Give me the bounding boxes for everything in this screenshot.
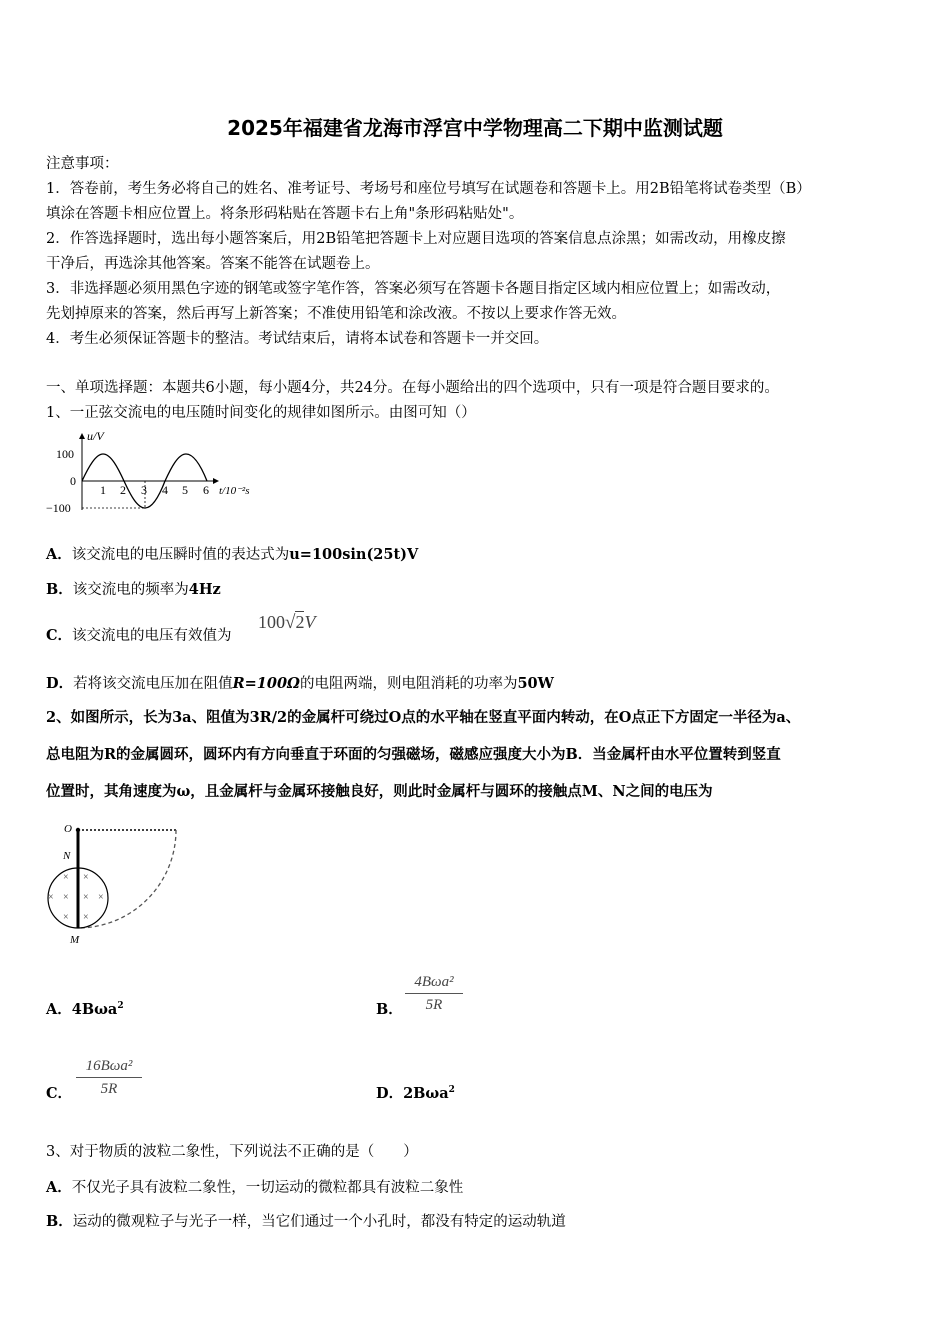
svg-text:×: × <box>83 912 89 923</box>
x-tick-label: 6 <box>203 483 209 497</box>
option-text: 的电阻两端，则电阻消耗的功率为 <box>299 676 518 692</box>
pivot-point <box>76 828 80 832</box>
option-c[interactable] <box>46 1082 72 1103</box>
svg-text:×: × <box>83 892 89 903</box>
svg-text:×: × <box>63 912 69 923</box>
option-value: 4Hz <box>188 581 221 598</box>
option-letter: B． <box>46 1213 73 1230</box>
option-resistance: R=100Ω <box>232 675 300 692</box>
option-text: 若将该交流电压加在阻值 <box>73 676 233 692</box>
option-a[interactable] <box>46 1176 463 1197</box>
rms-expression: 100√2V <box>258 612 316 633</box>
y-tick-label: 0 <box>70 474 76 488</box>
notice-line: 1．答卷前，考生务必将自己的姓名、准考证号、考场号和座位号填写在试题卷和答题卡上。用2B铅笔将试卷类型（B） <box>46 181 811 197</box>
option-letter: B． <box>46 581 73 598</box>
notice-line: 3．非选择题必须用黑色字迹的钢笔或签字笔作答，答案必须写在答题卡各题目指定区域内相应位置上；如需改动， <box>46 281 781 297</box>
page-title: 2025年福建省龙海市浮宫中学物理高二下期中监测试题 <box>227 116 723 140</box>
option-value: 50W <box>517 675 554 692</box>
point-m-label: M <box>70 934 80 946</box>
option-letter: C． <box>46 1085 73 1102</box>
option-d[interactable]: D．2Bωa$^2$ <box>376 1085 455 1102</box>
option-letter: B． <box>376 1001 403 1018</box>
x-tick-label: 2 <box>120 483 126 497</box>
point-o-label: O <box>64 823 72 835</box>
rotation-arc <box>78 830 176 928</box>
notice-line: 填涂在答题卡相应位置上。将条形码粘贴在答题卡右上角"条形码粘贴处"。 <box>46 206 524 222</box>
question-3-stem: 3、对于物质的波粒二象性，下列说法不正确的是（ ） <box>46 1144 418 1160</box>
question-1-stem: 1、一正弦交流电的电压随时间变化的规律如图所示。由图可知（） <box>46 405 476 421</box>
notice-line: 先划掉原来的答案，然后再写上新答案；不准使用铅笔和涂改液。不按以上要求作答无效。 <box>46 306 626 322</box>
option-b-fraction: 4Bωa² 5R <box>405 974 463 1014</box>
notice-line: 4．考生必须保证答题卡的整洁。考试结束后，请将本试卷和答题卡一并交回。 <box>46 331 549 347</box>
section-heading: 一、单项选择题：本题共6小题，每小题4分，共24分。在每小题给出的四个选项中，只有一项是符合题目要求的。 <box>46 380 779 396</box>
x-tick-label: 4 <box>162 483 168 497</box>
y-axis-label: u/V <box>87 429 104 443</box>
option-text: 该交流电的频率为 <box>72 582 189 598</box>
option-a[interactable]: A．4Bωa$^2$ <box>46 1001 124 1018</box>
option-text: 该交流电的电压瞬时值的表达式为 <box>71 547 290 563</box>
rod-ring-figure <box>40 818 190 948</box>
svg-text:×: × <box>48 892 54 903</box>
option-expression: 2Bωa <box>403 1085 449 1102</box>
y-tick-label: 100 <box>56 447 74 461</box>
option-letter: A． <box>46 1001 72 1018</box>
option-text: 该交流电的电压有效值为 <box>72 628 232 644</box>
option-letter: C． <box>46 627 73 644</box>
option-b[interactable] <box>46 1210 566 1231</box>
x-tick-label: 1 <box>100 483 106 497</box>
option-letter: D． <box>46 675 74 692</box>
svg-text:×: × <box>63 872 69 883</box>
notice-line: 2．作答选择题时，选出每小题答案后，用2B铅笔把答题卡上对应题目选项的答案信息点涂黑；如需改动，用橡皮擦 <box>46 231 786 247</box>
notice-heading: 注意事项： <box>46 156 119 172</box>
option-c-fraction: 16Bωa² 5R <box>76 1058 142 1098</box>
svg-text:×: × <box>63 892 69 903</box>
option-b[interactable] <box>46 578 221 599</box>
x-tick-label: 5 <box>182 483 188 497</box>
option-c[interactable] <box>46 624 232 645</box>
option-expression: u=100sin(25t)V <box>289 546 419 563</box>
option-text: 不仅光子具有波粒二象性，一切运动的微粒都具有波粒二象性 <box>71 1180 464 1196</box>
svg-text:×: × <box>98 892 104 903</box>
question-2-line: 2、如图所示，长为3a、阻值为3R/2的金属杆可绕过O点的水平轴在竖直平面内转动，在O点正下方固定一半径为a、 <box>46 709 801 726</box>
svg-text:×: × <box>83 872 89 883</box>
notice-line: 干净后，再选涂其他答案。答案不能答在试题卷上。 <box>46 256 380 272</box>
magnetic-field-markers <box>48 872 104 923</box>
question-2-line: 位置时，其角速度为ω，且金属杆与金属环接触良好，则此时金属杆与圆环的接触点M、N之间的电压为 <box>46 783 713 800</box>
option-letter: A． <box>46 1179 72 1196</box>
option-d[interactable] <box>46 672 554 693</box>
point-n-label: N <box>63 850 71 862</box>
option-b[interactable] <box>376 998 403 1019</box>
x-tick-label: 3 <box>141 483 147 497</box>
option-expression: 4Bωa <box>71 1001 118 1018</box>
option-letter: D． <box>376 1085 404 1102</box>
voltage-time-graph <box>44 426 274 518</box>
question-2-line: 总电阻为R的金属圆环，圆环内有方向垂直于环面的匀强磁场，磁感应强度大小为B．当金属杆由水平位置转到竖直 <box>46 746 781 763</box>
option-a[interactable] <box>46 543 418 564</box>
option-text: 运动的微观粒子与光子一样，当它们通过一个小孔时，都没有特定的运动轨道 <box>72 1214 566 1230</box>
x-axis-label: t/10⁻²s <box>219 485 250 497</box>
option-letter: A． <box>46 546 72 563</box>
y-tick-label: −100 <box>46 501 71 515</box>
